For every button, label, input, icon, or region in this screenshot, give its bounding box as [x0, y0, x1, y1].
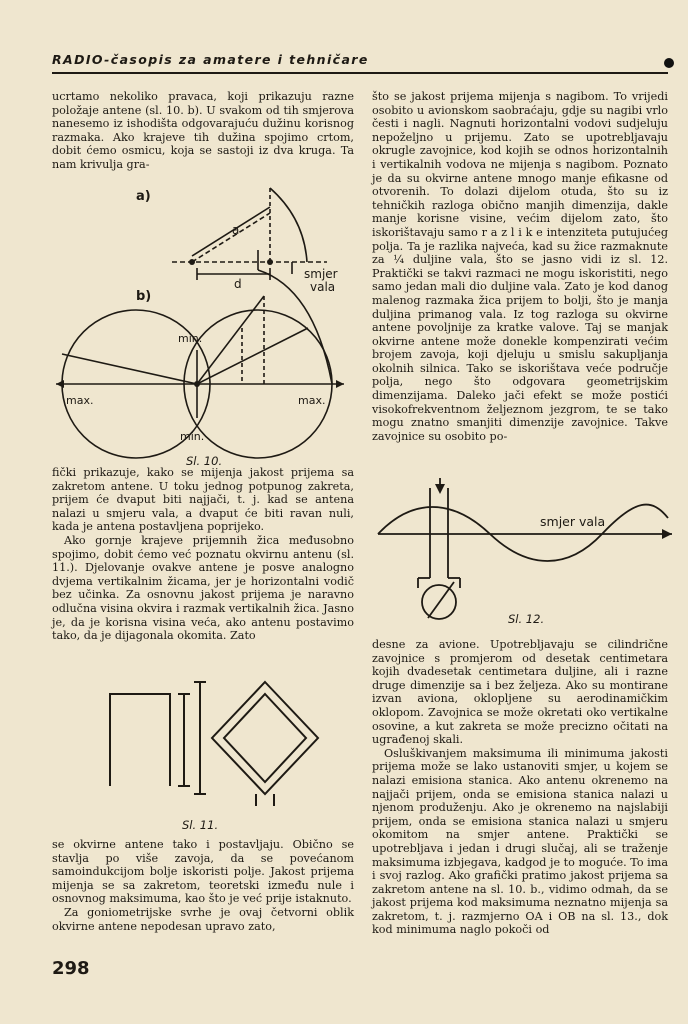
paragraph: desne za avione. Upotrebljavaju se cilindrične zavojnice s promjerom od desetak centimetara kojih dvadesetak centimetara duljine, ali i razne druge dimenzije sa i bez željeza. Ako su montirane izvan aviona, oklopljene su aerodinamičkim oklopom. Zavojnica se može okretati oko vertikalne osovine, a kut zakreta se može precizno očitati na ugrađenoj skali. [372, 638, 668, 747]
running-header [52, 50, 668, 74]
figure-12 [372, 478, 672, 628]
figure-12-caption: Sl. 12. [508, 612, 545, 626]
fig12-label-smjer-vala: smjer vala [540, 514, 606, 529]
column-left-middle [52, 466, 354, 643]
page-number: 298 [52, 958, 90, 979]
fig10-label-min-top: min. [178, 332, 203, 345]
paragraph: Ako gornje krajeve prijemnih žica međusobno spojimo, dobit ćemo već poznatu okvirnu antenu (sl. 11.). Djelovanje ovakve antene je posve analogno dvjema vertikalnim žicama, jer je horizontalni vodič bez učinka. Za osnovnu jakost prijema je naravno odlučna visina okvira i razmak vertikalnih žica. Jasno je, da je korisna visina veća, ako antenu postavimo tako, da je dijagonala okomita. Zato [52, 533, 354, 643]
column-left-top [52, 90, 354, 172]
fig10-label-a-small: a [232, 223, 240, 237]
figure-11-caption: Sl. 11. [182, 818, 219, 832]
column-right-bottom [372, 638, 668, 937]
figure-10-caption: Sl. 10. [186, 454, 223, 468]
column-right-top [372, 90, 668, 443]
figure-11 [60, 678, 350, 806]
fig10-label-min-bottom: min. [180, 430, 205, 443]
fig10-label-max-left: max. [66, 394, 94, 407]
fig10-label-max-right: max. [298, 394, 326, 407]
paragraph: što se jakost prijema mijenja s nagibom. To vrijedi osobito u avionskom saobraćaju, gdje su nagibi vrlo česti i nagli. Nagnuti horizontalni vodovi sudjeluju nepoželjno u prijemu. Zato se upotrebljavaju okrugle zavojnice, kod kojih se odnos horizontalnih i vertikalnih vodova ne mijenja s nagibom. Poznato je da su okvirne antene mnogo manje efikasne od otvorenih. To dolazi dijelom otuda, što su iz tehničkih razloga obično manjih dimenzija, dakle manje korisne visine, većim dijelom zato, što iskorištavaju samo r a z l i k e intenziteta putujućeg polja. Ta je razlika najveća, kad su žice razmaknute za ¼ duljine vala, što se jasno vidi iz sl. 12. Praktički se takvi razmaci ne mogu iskoristiti, nego samo jedan mali dio duljine vala. Zato je kod danog malenog razmaka žica prijem to bolji, što je manja duljina primanog vala. Iz tog razloga su okvirne antene povoljnije za kratke valove. Taj se manjak okvirne antene može donekle kompenzirati većim brojem zavoja, koji djeluju u smislu sakupljanja okolnih silnica. Tako se iskorištava veće područje polja, nego što odgovara geometrijskim dimenzijama. Daleko jači efekt se može postići visokofrekventnom željeznom jezgrom, te se tako mogu znatno smanjiti dimenzije zavojnice. Takve zavojnice su osobito po- [372, 90, 668, 443]
paragraph: Za goniometrijske svrhe je ovaj četvorni oblik okvirne antene nepodesan upravo zato, [52, 905, 354, 933]
paragraph: fički prikazuje, kako se mijenja jakost prijema sa zakretom antene. U toku jednog potpunog zakreta, prijem će dvaput biti najjači, t. j. kad se antena nalazi u smjeru vala, a dvaput će biti ravan nuli, kada je antena postavljena poprijeko. [52, 466, 354, 534]
header-title: RADIO-časopis za amatere i tehničare [52, 52, 369, 67]
paragraph: se okvirne antene tako i postavljaju. Obično se stavlja po više zavoja, da se povećanom samoindukcijom bolje iskoristi polje. Jakost prijema mijenja se sa zakretom, teoretski između nule i osnovnog maksimuma, kao što je već prije istaknuto. [52, 838, 354, 906]
fig10-label-a: a) [136, 189, 151, 204]
column-left-bottom [52, 838, 354, 933]
paragraph: Osluškivanjem maksimuma ili minimuma jakosti prijema može se lako ustanoviti smjer, u kojem se nalazi emisiona stanica. Ako antenu okrenemo na najjači prijem, onda se emisiona stanica nalazi u njenom produženju. Ako je okrenemo na najslabiji prijem, onda se emisiona stanica nalazi u smjeru okomitom na smjer antene. Praktički se upotrebljava i jedan i drugi slučaj, ali se traženje maksimuma izbjegava, kadgod je to moguće. To ima i svoj razlog. Ako grafički pratimo jakost prijema sa zakretom antene na sl. 10. b., vidimo odmah, da se jakost prijema kod maksimuma neznatno mijenja sa zakretom, t. j. razmjerno OA i OB na sl. 13., dok kod minimuma naglo pokoči od [372, 746, 668, 937]
fig10-label-vala: vala [310, 280, 336, 294]
paragraph: ucrtamo nekoliko pravaca, koji prikazuju razne položaje antene (sl. 10. b). U svakom od tih smjerova nanesemo iz ishodišta odgovarajuću dužinu korisnog razmaka. Ako krajeve tih dužina spojimo crtom, dobit ćemo osmicu, koja se sastoji iz dva kruga. Ta nam krivulja gra- [52, 90, 354, 171]
header-bullet-icon [664, 58, 674, 68]
fig10-label-smjer: smjer [304, 267, 338, 281]
fig10-label-b: b) [136, 289, 152, 304]
fig10-label-d: d [234, 277, 242, 291]
figure-10 [52, 178, 354, 468]
